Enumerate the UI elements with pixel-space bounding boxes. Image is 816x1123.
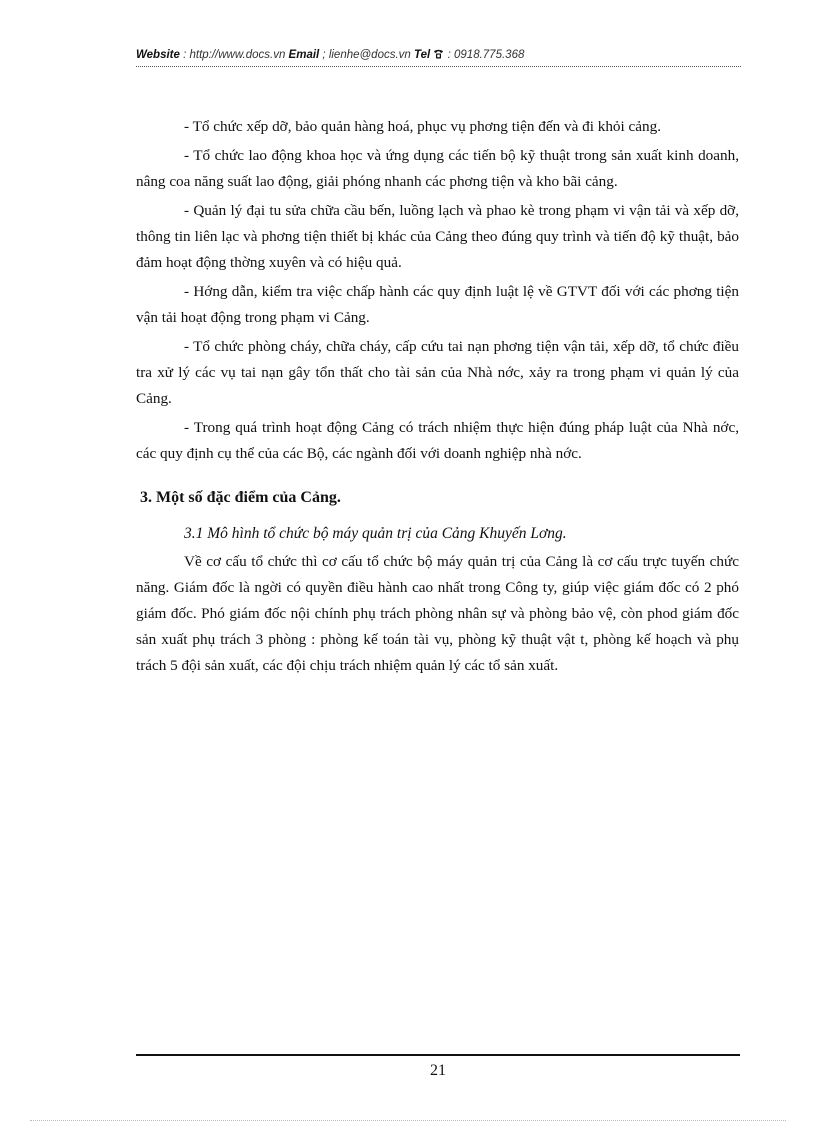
paragraph: - Tổ chức xếp dỡ, bảo quản hàng hoá, phục vụ phơng tiện đến và đi khỏi cảng. xyxy=(184,118,661,135)
header-divider xyxy=(136,66,741,67)
section-heading: 3. Một số đặc điểm của Cảng. xyxy=(140,489,341,506)
paragraph: - Tổ chức phòng cháy, chữa cháy, cấp cứu tai nạn phơng tiện vận tải, xếp dỡ, tổ chức điều tra xử lý các vụ tai nạn gây tổn thất cho tài sản của Nhà nớc, xảy ra trong phạm vi quản lý của Cảng. xyxy=(136,338,739,407)
website-link[interactable]: : http://www.docs.vn xyxy=(179,49,289,61)
paragraph: - Hớng dẫn, kiểm tra việc chấp hành các quy định luật lệ về GTVT đối với các phơng tiện vận tải hoạt động trong phạm vi Cảng. xyxy=(136,283,739,326)
email-link[interactable]: ; lienhe@docs.vn xyxy=(319,49,415,61)
paragraph: - Trong quá trình hoạt động Cảng có trách nhiệm thực hiện đúng pháp luật của Nhà nớc, các quy định cụ thể của các Bộ, các ngành đối với doanh nghiệp nhà nớc. xyxy=(136,419,739,462)
footer-divider xyxy=(136,1054,740,1056)
page-number: 21 xyxy=(430,1062,446,1079)
section-paragraph: Về cơ cấu tổ chức thì cơ cấu tổ chức bộ máy quản trị của Cảng là cơ cấu trực tuyến chức năng. Giám đốc là ngời có quyền điều hành cao nhất trong Công ty, giúp việc giám đốc có 2 phó giám đốc. Phó giám đốc nội chính phụ trách phòng nhân sự và phòng bảo vệ, còn phod giám đốc sản xuất phụ trách 3 phòng : phòng kế toán tài vụ, phòng kỹ thuật vật t, phòng kế hoạch và phụ trách 5 đội sản xuất, các đội chịu trách nhiệm quản lý các tổ sản xuất. xyxy=(136,553,739,674)
phone-icon xyxy=(433,49,444,61)
body-text xyxy=(136,114,739,682)
tel-value: : 0918.775.368 xyxy=(444,49,525,61)
paragraph: - Quản lý đại tu sửa chữa cầu bến, luồng lạch và phao kè trong phạm vi vận tải và xếp dỡ, thông tin liên lạc và phơng tiện thiết bị khác của Cảng theo đúng quy trình và tiến độ kỹ thuật, bảo đảm hoạt động thờng xuyên và có hiệu quả. xyxy=(136,202,739,271)
email-label: Email xyxy=(288,49,320,61)
paragraph: - Tổ chức lao động khoa học và ứng dụng các tiến bộ kỹ thuật trong sản xuất kinh doanh, nâng coa năng suất lao động, giải phóng nhanh các phơng tiện và kho bãi cảng. xyxy=(136,147,739,190)
tel-label: Tel xyxy=(414,49,431,61)
bottom-dotted-line xyxy=(30,1120,786,1121)
website-label: Website xyxy=(136,49,180,61)
page-header xyxy=(136,49,741,61)
sub-heading: 3.1 Mô hình tổ chức bộ máy quản trị của Cảng Khuyến Lơng. xyxy=(184,525,567,542)
